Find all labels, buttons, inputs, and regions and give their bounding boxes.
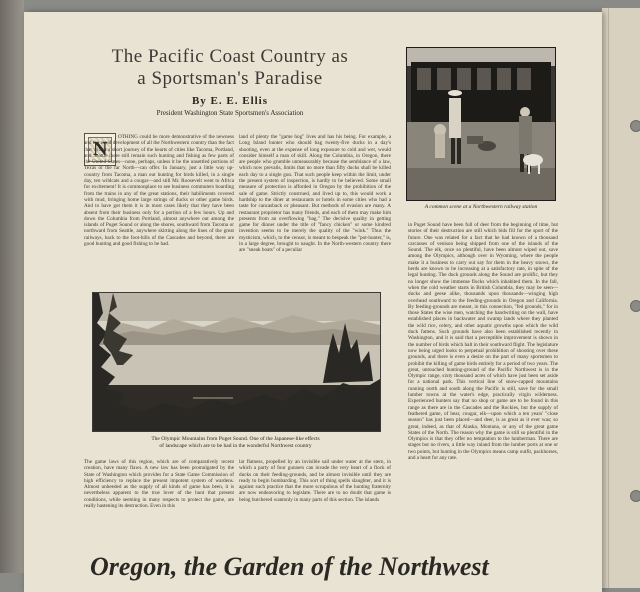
bottom-right-text: lar flatness, propelled by an invisible sail under water at the stern, in which a party of four gunners can invade the very heart of a flock of ducks on their feeding-grounds, and be almost invisible until they are ready to begin bombarding. This sort of thing spells slaughter, and it is against such practice that the more scrupulous of the hunting fraternity are now endeavoring to legislate. There are to no doubt that game is being butchered wantonly in many parts of this section. The islands [239, 459, 391, 503]
binder-hole [630, 490, 640, 502]
column-1-text: OTHING could be more demonstrative of the newness and the rapid development of all the Northwestern country than the fact that within a short journey of the hearts of cities like Tacoma, Portland, and Seattle there still remain such hunting and fishing as few parts of the United States—none, perhaps, unless it be the unsettled portions of Texas or the far North—can offer. In January, just a little way up-country from Tacoma, a man out hunting for birds killed, in a single day, ten wildcats and a cougar—and still Mr. Roosevelt went to Africa for excitement! It is commonplace to see business commuters boarding from the trains in any of the great stations, their habiliments covered with mud, bringing home large strings of ducks or other game birds. And to have got them it is in most cases likely that they have been absent from their business only for a portion of a few hours. Up and down the Columbia from Portland, almost anywhere out among the islands of Puget Sound or along the shores, southward from Tacoma or northward from Seattle, anywhere skirting along the lines of the great railways, back to the foot-hills of the Cascades and beyond, there are good hunting and good fishing to be had. [84, 134, 234, 248]
column-3-text: in Puget Sound have been full of deer from the beginning of time, but stories of their destruction are still which bids fill for the sport of the future. One was related for a fact that he had known of a thousand carcasses of venison being shipped from one of the islands of the Sound. The elk, once so plentiful, have been almost wiped out, save among the Olympics, although over in Wyoming, where the people make it a business to carry out say for them in the heavy snows, the herds are known to be increasing at a satisfactory rate, in spite of the legal hunting. The duck grounds along the Sound are prolific, but they no longer show the immense flocks which inhabited them. In the fall, when the cold weather starts in British Columbia, they may be seen—ducks and geese alike, thousands upon thousands—winging high overhead southward to the feeding-grounds in Oregon and California. By feeding-grounds are meant, in this connection, "fed grounds," for in those States the wise men, watching the handwriting on the wall, have established places in backwater and swamp lands where they planted the wild rice, celery, and other aquatic growths upon which the wild duck fattens. Such grounds have also been established recently in Washington, and it is said that a perceptible improvement is shown in the number of birds which halt in their southward flight. The legislature now being urged looks to perpetual prohibition of shooting over these grounds, and there is even a desire on the part of many sportsmen to prohibit the killing of game birds entirely for a period of two years. The great, untouched hunting-ground of the Pacific Northwest is in the Olympic range, sixty thousand acres of which have just been set aside for a national park. This vertical line of snow-capped mountains running north and south along the Pacific is still, save for the small lumber towns at the water's edge, practically virgin wilderness. Experienced hunters say that no shop or game are to be found in this range as there are in the Cascades and the Rockies, but the supply of feathered game, of bear, cougar, elk—upon which a ten years' "close season" has just been placed—and deer, is as great as it ever was; so great, indeed, as that of Alaska, Montana, or any of the great game States of the North. The reason why the game is still so plentiful in the Olympics is that they offer no temptation to the lumberman. There are stages but no rivers, a little way inland from the lumber ports at one or two points, but hunting in the Olympics means camp outfit, packhorses, and a heart for any rate. [408, 222, 558, 461]
next-article-heading: Oregon, the Garden of the Northwest [90, 552, 489, 581]
olympic-mountains-photo [92, 292, 381, 432]
bottom-left-text: The game laws of this region, which are of comparatively recent creation, have many flaws. A new law has been promulgated by the State of Washington which provides for a State Game Commission of high efficiency to replace the present impotent system of wardens. Almost unheeded as the supply of all kinds of game has been, it is nevertheless apparent to the true lover of the hunt that present conditions, while seeming in many respects to protect the game, are really hastening its destruction. Even in this [84, 459, 234, 510]
binding-spine [0, 0, 24, 573]
mountains-photo-caption [92, 436, 379, 450]
article-title [74, 46, 386, 90]
article-column-2 [239, 134, 391, 284]
column-2-text: land of plenty the "game hog" lives and has his being. For example, a Long Island hunter who should bag twenty-five ducks in a day's shooting, even at the expense of long exposure to cold and wet, would consider himself a man of skill. Along the Columbia, in Oregon, there are people who grumble unmeasurably because the semblance of a law, which now prevails, limits that no more than fifty ducks shall be killed each day to a single gun. That such people keep within the limit, under the present system of inspection, is hardly to be believed. Some small measure of protection is afforded in Oregon by the prohibition of the sale of game. Strictly construed, and lived up to, this would work a hardship to the diner at restaurants or hotels in some cities who had a taste for cancasback or pheasant. But methods of evasion are many. A restaurant proprietor has many friends, and each of them may make him presents from an overflowing "bag." The decisive quality in getting game for dinner under the title of "fancy chicken" or some kindred invention seems to be merely the quality of the "wink." Thus the mysticism, which, to the censor, is meant to bespeak the "pot-hunter," is, in a large degree, brought to naught. In the North-western country there are "sneak boats" of a peculiar [239, 134, 391, 254]
mountains-caption-line-1: The Olympic Mountains from Puget Sound. One of the Japanese-like effects [151, 436, 320, 442]
railway-station-illustration [407, 48, 555, 200]
article-column-bottom-left [84, 459, 234, 543]
article-column-3 [408, 222, 558, 554]
olympic-mountains-illustration [93, 293, 380, 431]
railway-photo-caption: A common scene at a Northwestern railway station [424, 204, 538, 210]
railway-station-photo [406, 47, 556, 201]
binder-hole [630, 300, 640, 312]
mountains-caption-line-2: of landscape which are to be had in the wonderful Northwest country [159, 443, 312, 449]
title-line-2: a Sportsman's Paradise [137, 68, 323, 89]
title-line-1: The Pacific Coast Country as [111, 46, 349, 67]
byline: By E. E. Ellis [191, 95, 269, 107]
article-column-1 [84, 134, 234, 284]
drop-cap-letter: N [93, 138, 108, 160]
binder-hole [630, 120, 640, 132]
byline-affiliation: President Washington State Sportsmen's Association [156, 109, 304, 117]
article-column-bottom-right [239, 459, 391, 543]
